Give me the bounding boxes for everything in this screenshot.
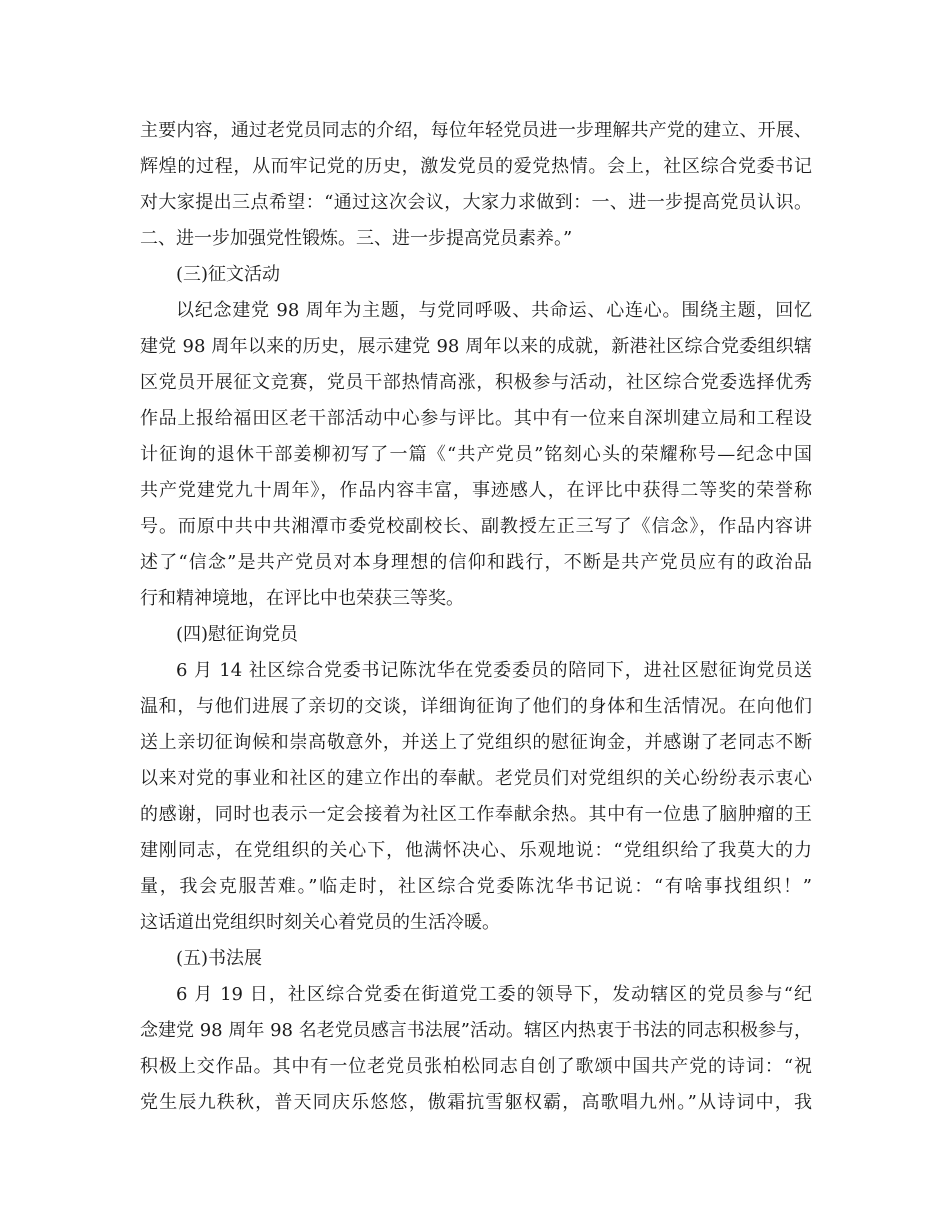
text-line: 主要内容，通过老党员同志的介绍，每位年轻党员进一步理解共产党的建立、开展、 [140,120,812,141]
text-line: 送上亲切征询候和崇高敬意外，并送上了党组织的慰征询金，并感谢了老同志不断 [140,732,812,753]
section-heading-calligraphy: (五)书法展 [176,948,263,969]
text-line: 共产党建党九十周年》，作品内容丰富，事迹感人，在评比中获得二等奖的荣誉称 [140,480,812,501]
text-line: 量，我会克服苦难。”临走时，社区综合党委陈沈华书记说：“有啥事找组织！” [140,876,812,897]
text-line: 区党员开展征文竞赛，党员干部热情高涨，积极参与活动，社区综合党委选择优秀 [140,372,812,393]
text-line: 辉煌的过程，从而牢记党的历史，激发党员的爱党热情。会上，社区综合党委书记 [140,156,812,177]
text-line: 党生辰九秩秋，普天同庆乐悠悠，傲霜抗雪躯权霸，高歌唱九州。”从诗词中，我 [140,1092,812,1113]
text-line: 建党 98 周年以来的历史，展示建党 98 周年以来的成就，新港社区综合党委组织辖 [140,336,812,357]
text-line: 作品上报给福田区老干部活动中心参与评比。其中有一位来自深圳建立局和工程设 [140,408,812,429]
text-line: 述了“信念”是共产党员对本身理想的信仰和践行，不断是共产党员应有的政治品 [140,552,812,573]
text-line: 这话道出党组织时刻关心着党员的生活冷暖。 [140,912,500,933]
text-line: 6 月 19 日，社区综合党委在街道党工委的领导下，发动辖区的党员参与“纪 [176,984,812,1005]
section-heading-visit: (四)慰征询党员 [176,624,299,645]
text-line: 对大家提出三点希望：“通过这次会议，大家力求做到：一、进一步提高党员认识。 [140,192,812,213]
text-line: 以纪念建党 98 周年为主题，与党同呼吸、共命运、心连心。围绕主题，回忆 [176,300,812,321]
text-line: 积极上交作品。其中有一位老党员张柏松同志自创了歌颂中国共产党的诗词：“祝 [140,1056,812,1077]
text-line: 念建党 98 周年 98 名老党员感言书法展”活动。辖区内热衷于书法的同志积极参与， [140,1020,812,1041]
text-line: 以来对党的事业和社区的建立作出的奉献。老党员们对党组织的关心纷纷表示衷心 [140,768,812,789]
text-line: 行和精神境地，在评比中也荣获三等奖。 [140,588,464,609]
text-line: 号。而原中共中共湘潭市委党校副校长、副教授左正三写了《信念》，作品内容讲 [140,516,812,537]
text-line: 6 月 14 社区综合党委书记陈沈华在党委委员的陪同下，进社区慰征询党员送 [176,660,812,681]
text-line: 建刚同志，在党组织的关心下，他满怀决心、乐观地说：“党组织给了我莫大的力 [140,840,812,861]
text-line: 的感谢，同时也表示一定会接着为社区工作奉献余热。其中有一位患了脑肿瘤的王 [140,804,812,825]
text-line: 温和，与他们进展了亲切的交谈，详细询征询了他们的身体和生活情况。在向他们 [140,696,812,717]
section-heading-essay: (三)征文活动 [176,264,281,285]
text-line: 计征询的退休干部姜柳初写了一篇《“共产党员”铭刻心头的荣耀称号—纪念中国 [140,444,812,465]
text-line: 二、进一步加强党性锻炼。三、进一步提高党员素养。” [140,228,573,249]
